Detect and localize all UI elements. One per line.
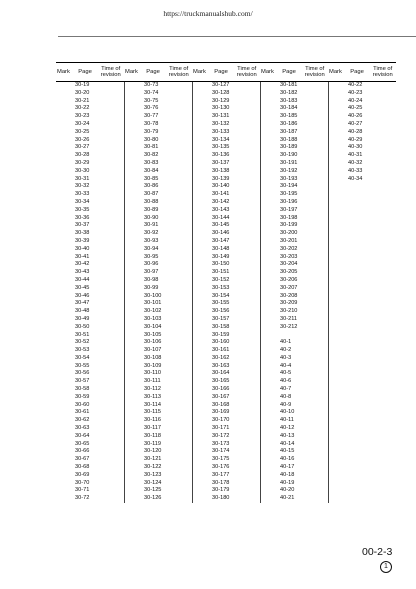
page-cell: 30-44 xyxy=(75,276,90,283)
page-cell: 30-132 xyxy=(212,120,230,127)
page-cell: 30-118 xyxy=(144,432,162,439)
page-cell: 40-19 xyxy=(280,479,295,486)
page-cell: 30-201 xyxy=(280,237,298,244)
page-cell xyxy=(261,332,328,340)
page-cell: 30-71 xyxy=(75,487,90,494)
page-cell: 40-4 xyxy=(280,362,292,369)
header-group xyxy=(124,63,192,81)
page-cell: 40-7 xyxy=(280,386,292,393)
page-cell: 30-172 xyxy=(212,432,230,439)
page-cell: 30-143 xyxy=(212,206,230,213)
page-cell: 30-69 xyxy=(75,471,90,478)
page-cell: 30-86 xyxy=(144,183,159,190)
page-cell: 30-151 xyxy=(212,269,230,276)
page-cell: 30-186 xyxy=(280,120,298,127)
page-cell: 30-92 xyxy=(144,230,159,237)
page-cell: 30-49 xyxy=(75,315,90,322)
page-cell: 30-119 xyxy=(144,440,162,447)
page-cell: 40-26 xyxy=(348,113,363,120)
page-cell: 30-209 xyxy=(280,300,298,307)
page-cell: 30-131 xyxy=(212,113,230,120)
page-cell: 40-14 xyxy=(280,440,295,447)
page-cell: 30-90 xyxy=(144,214,159,221)
page-cell: 30-25 xyxy=(75,128,90,135)
page-cell: 40-32 xyxy=(348,159,363,166)
page-cell: 30-95 xyxy=(144,253,159,260)
page-cell: 30-61 xyxy=(75,409,90,416)
page-cell: 30-168 xyxy=(212,401,230,408)
page-cell: 30-150 xyxy=(212,261,230,268)
page-cell: 30-177 xyxy=(212,471,230,478)
page-cell: 30-139 xyxy=(212,175,230,182)
page-cell: 30-104 xyxy=(144,323,162,330)
page-cell: 30-163 xyxy=(212,362,230,369)
header-group xyxy=(260,63,328,81)
header-mark: Mark xyxy=(57,69,70,75)
page-cell: 30-82 xyxy=(144,152,159,159)
page-cell: 30-22 xyxy=(75,105,90,112)
page-cell: 40-29 xyxy=(348,136,363,143)
page-cell: 30-198 xyxy=(280,214,298,221)
page-cell: 30-125 xyxy=(144,487,162,494)
page-cell: 30-105 xyxy=(144,331,162,338)
page-cell: 30-45 xyxy=(75,284,90,291)
page-cell: 30-147 xyxy=(212,237,230,244)
page-cell: 30-68 xyxy=(75,464,90,471)
page-cell: 30-141 xyxy=(212,191,230,198)
page-cell: 30-128 xyxy=(212,89,230,96)
page-cell: 30-60 xyxy=(75,401,90,408)
header-page: Page xyxy=(350,69,364,75)
page-cell: 30-173 xyxy=(212,440,230,447)
page-cell: 30-166 xyxy=(212,386,230,393)
page-cell: 30-183 xyxy=(280,97,298,104)
page-cell: 30-65 xyxy=(75,440,90,447)
page-cell: 30-149 xyxy=(212,253,230,260)
page-cell: 30-70 xyxy=(75,479,90,486)
page-cell: 30-78 xyxy=(144,120,159,127)
page-cell: 40-5 xyxy=(280,370,292,377)
table-column xyxy=(56,82,124,503)
page-cell: 30-124 xyxy=(144,479,162,486)
page-number: 00-2-3 xyxy=(362,546,393,558)
page-cell: 30-205 xyxy=(280,269,298,276)
page-cell: 40-34 xyxy=(348,175,363,182)
page-cell: 30-21 xyxy=(75,97,90,104)
page-cell: 30-212 xyxy=(280,323,298,330)
page-cell: 30-199 xyxy=(280,222,298,229)
page-cell: 40-21 xyxy=(280,495,295,502)
page-cell: 30-41 xyxy=(75,253,90,260)
page-cell: 30-202 xyxy=(280,245,298,252)
page-cell: 40-12 xyxy=(280,425,295,432)
page-cell: 30-159 xyxy=(212,331,230,338)
page-cell: 30-161 xyxy=(212,347,230,354)
page-cell: 30-103 xyxy=(144,315,162,322)
page-cell: 30-137 xyxy=(212,159,230,166)
page-cell: 40-22 xyxy=(348,82,363,88)
revision-table xyxy=(56,62,396,503)
page-cell: 30-145 xyxy=(212,222,230,229)
page-cell: 30-126 xyxy=(144,495,162,502)
page-cell: 30-48 xyxy=(75,308,90,315)
page-cell: 30-59 xyxy=(75,393,90,400)
page-cell: 30-74 xyxy=(144,89,159,96)
page-cell: 30-20 xyxy=(75,89,90,96)
header-rule xyxy=(58,36,416,37)
page-cell: 30-158 xyxy=(212,323,230,330)
page-cell: 30-63 xyxy=(75,425,90,432)
header-page: Page xyxy=(78,69,92,75)
page-cell: 30-55 xyxy=(75,362,90,369)
source-url: https://truckmanualshub.com/ xyxy=(163,9,253,18)
page-cell: 30-174 xyxy=(212,448,230,455)
page-cell: 30-195 xyxy=(280,191,298,198)
page-cell: 40-15 xyxy=(280,448,295,455)
page-cell: 30-84 xyxy=(144,167,159,174)
page-cell: 30-110 xyxy=(144,370,162,377)
page-cell: 40-13 xyxy=(280,432,295,439)
page-cell: 30-73 xyxy=(144,82,159,88)
header-time: Time of revision xyxy=(304,65,325,78)
page-cell: 30-81 xyxy=(144,144,159,151)
page-cell: 30-167 xyxy=(212,393,230,400)
header-mark: Mark xyxy=(329,69,342,75)
page-cell: 30-200 xyxy=(280,230,298,237)
page-cell: 40-8 xyxy=(280,393,292,400)
page-cell: 30-182 xyxy=(280,89,298,96)
page-cell: 40-20 xyxy=(280,487,295,494)
page-cell: 30-72 xyxy=(75,495,90,502)
page-cell: 30-109 xyxy=(144,362,162,369)
page-cell: 30-112 xyxy=(144,386,162,393)
page-cell: 30-134 xyxy=(212,136,230,143)
page-cell: 30-171 xyxy=(212,425,230,432)
page-cell: 30-185 xyxy=(280,113,298,120)
page-cell: 30-108 xyxy=(144,354,162,361)
page-cell: 30-189 xyxy=(280,144,298,151)
page-cell: 30-40 xyxy=(75,245,90,252)
page-cell: 30-164 xyxy=(212,370,230,377)
page-cell: 40-2 xyxy=(280,347,292,354)
table-column xyxy=(260,82,328,503)
page-cell: 40-31 xyxy=(348,152,363,159)
page-cell: 40-17 xyxy=(280,464,295,471)
page-cell: 30-127 xyxy=(212,82,230,88)
header-page: Page xyxy=(146,69,160,75)
page-cell: 30-96 xyxy=(144,261,159,268)
page-cell: 30-129 xyxy=(212,97,230,104)
table-header xyxy=(56,62,396,82)
page-cell: 30-179 xyxy=(212,487,230,494)
page-cell: 30-27 xyxy=(75,144,90,151)
page-cell: 30-39 xyxy=(75,237,90,244)
page-cell: 30-24 xyxy=(75,120,90,127)
page-cell: 30-75 xyxy=(144,97,159,104)
page-cell: 30-53 xyxy=(75,347,90,354)
page-cell: 30-31 xyxy=(75,175,90,182)
page-cell: 40-24 xyxy=(348,97,363,104)
page-cell: 30-162 xyxy=(212,354,230,361)
page-cell: 30-106 xyxy=(144,339,162,346)
page-cell: 30-111 xyxy=(144,378,161,385)
header-group xyxy=(56,63,124,81)
page-cell: 30-194 xyxy=(280,183,298,190)
page-cell: 30-130 xyxy=(212,105,230,112)
page-cell: 30-142 xyxy=(212,198,230,205)
page-cell: 30-190 xyxy=(280,152,298,159)
page-cell: 30-58 xyxy=(75,386,90,393)
header-mark: Mark xyxy=(193,69,206,75)
page-cell: 30-50 xyxy=(75,323,90,330)
page-cell: 30-138 xyxy=(212,167,230,174)
page-cell: 30-146 xyxy=(212,230,230,237)
page-cell: 40-30 xyxy=(348,144,363,151)
page-cell: 30-57 xyxy=(75,378,90,385)
page-cell: 30-204 xyxy=(280,261,298,268)
page-cell: 40-23 xyxy=(348,89,363,96)
table-column xyxy=(124,82,192,503)
page-cell: 40-27 xyxy=(348,120,363,127)
page-cell: 30-85 xyxy=(144,175,159,182)
page-cell: 40-10 xyxy=(280,409,295,416)
page-cell: 30-46 xyxy=(75,292,90,299)
page-cell: 30-156 xyxy=(212,308,230,315)
page-cell: 30-66 xyxy=(75,448,90,455)
page-cell: 30-107 xyxy=(144,347,162,354)
header-group xyxy=(192,63,260,81)
table-column xyxy=(192,82,260,503)
header-mark: Mark xyxy=(261,69,274,75)
page-cell: 40-33 xyxy=(348,167,363,174)
page-cell: 30-36 xyxy=(75,214,90,221)
page-cell: 30-180 xyxy=(212,495,230,502)
page-cell: 30-120 xyxy=(144,448,162,455)
page-cell: 30-153 xyxy=(212,284,230,291)
page-cell: 30-79 xyxy=(144,128,159,135)
page-cell: 30-101 xyxy=(144,300,162,307)
page-cell: 40-6 xyxy=(280,378,292,385)
page-cell: 30-51 xyxy=(75,331,90,338)
table-column xyxy=(328,82,396,503)
page-cell: 30-178 xyxy=(212,479,230,486)
page-cell: 30-206 xyxy=(280,276,298,283)
page-cell: 30-28 xyxy=(75,152,90,159)
page-cell: 30-88 xyxy=(144,198,159,205)
page-cell: 40-9 xyxy=(280,401,292,408)
page-cell: 30-208 xyxy=(280,292,298,299)
page-cell: 30-83 xyxy=(144,159,159,166)
page-cell: 30-77 xyxy=(144,113,159,120)
page-cell: 30-76 xyxy=(144,105,159,112)
page-cell: 30-80 xyxy=(144,136,159,143)
page-cell: 30-135 xyxy=(212,144,230,151)
page-cell: 30-193 xyxy=(280,175,298,182)
page-cell: 30-94 xyxy=(144,245,159,252)
header-mark: Mark xyxy=(125,69,138,75)
page-cell: 30-93 xyxy=(144,237,159,244)
page-cell: 30-157 xyxy=(212,315,230,322)
page-cell: 30-148 xyxy=(212,245,230,252)
page-cell: 30-181 xyxy=(280,82,298,88)
page-cell: 30-56 xyxy=(75,370,90,377)
header-time: Time of revision xyxy=(372,65,393,78)
header-time: Time of revision xyxy=(168,65,189,78)
revision-mark: 1 xyxy=(380,561,392,573)
page-cell: 30-100 xyxy=(144,292,162,299)
page-cell: 30-211 xyxy=(280,315,298,322)
page-cell: 30-122 xyxy=(144,464,162,471)
page-cell: 40-28 xyxy=(348,128,363,135)
page-cell: 30-23 xyxy=(75,113,90,120)
page-cell: 30-184 xyxy=(280,105,298,112)
page-cell: 30-155 xyxy=(212,300,230,307)
page-cell: 40-25 xyxy=(348,105,363,112)
page-cell: 30-123 xyxy=(144,471,162,478)
page-cell: 30-203 xyxy=(280,253,298,260)
header-page: Page xyxy=(214,69,228,75)
page-cell: 30-87 xyxy=(144,191,159,198)
page-cell: 30-170 xyxy=(212,417,230,424)
page-cell: 30-192 xyxy=(280,167,298,174)
page-cell: 30-67 xyxy=(75,456,90,463)
page-cell: 30-102 xyxy=(144,308,162,315)
page-cell: 40-11 xyxy=(280,417,294,424)
page-cell: 30-152 xyxy=(212,276,230,283)
page-cell: 30-97 xyxy=(144,269,159,276)
page-cell: 30-47 xyxy=(75,300,90,307)
page-cell: 30-19 xyxy=(75,82,90,88)
header-time: Time of revision xyxy=(236,65,257,78)
page-cell: 30-38 xyxy=(75,230,90,237)
header-group xyxy=(328,63,396,81)
page-cell: 30-32 xyxy=(75,183,90,190)
page-cell: 30-43 xyxy=(75,269,90,276)
page-cell: 30-115 xyxy=(144,409,162,416)
page-cell: 30-121 xyxy=(144,456,162,463)
page-cell: 30-160 xyxy=(212,339,230,346)
page-cell: 30-37 xyxy=(75,222,90,229)
header-time: Time of revision xyxy=(100,65,121,78)
page-cell: 30-54 xyxy=(75,354,90,361)
page-cell: 30-197 xyxy=(280,206,298,213)
page-cell: 30-191 xyxy=(280,159,298,166)
page-cell: 30-210 xyxy=(280,308,298,315)
page-cell: 30-99 xyxy=(144,284,159,291)
page-cell: 30-175 xyxy=(212,456,230,463)
page-cell: 40-16 xyxy=(280,456,295,463)
page-cell: 30-165 xyxy=(212,378,230,385)
page-cell: 30-29 xyxy=(75,159,90,166)
page-cell: 30-42 xyxy=(75,261,90,268)
page-cell: 30-116 xyxy=(144,417,162,424)
page-cell: 30-187 xyxy=(280,128,298,135)
page-cell: 30-140 xyxy=(212,183,230,190)
page-cell: 30-98 xyxy=(144,276,159,283)
page-cell: 40-18 xyxy=(280,471,295,478)
page-cell: 40-3 xyxy=(280,354,292,361)
page-cell: 30-169 xyxy=(212,409,230,416)
page-cell: 30-154 xyxy=(212,292,230,299)
page-cell: 30-136 xyxy=(212,152,230,159)
page-cell: 40-1 xyxy=(280,339,292,346)
page-cell: 30-30 xyxy=(75,167,90,174)
page-cell: 30-133 xyxy=(212,128,230,135)
page-cell: 30-207 xyxy=(280,284,298,291)
page-cell: 30-188 xyxy=(280,136,298,143)
page-cell: 30-64 xyxy=(75,432,90,439)
page-cell: 30-91 xyxy=(144,222,159,229)
page-cell: 30-113 xyxy=(144,393,162,400)
page-cell: 30-196 xyxy=(280,198,298,205)
page-cell: 30-176 xyxy=(212,464,230,471)
page-cell: 30-52 xyxy=(75,339,90,346)
page-cell: 30-33 xyxy=(75,191,90,198)
page-cell: 30-144 xyxy=(212,214,230,221)
page-cell: 30-26 xyxy=(75,136,90,143)
page-cell: 30-35 xyxy=(75,206,90,213)
page-cell: 30-89 xyxy=(144,206,159,213)
page-cell: 30-34 xyxy=(75,198,90,205)
page-cell: 30-117 xyxy=(144,425,162,432)
page-cell: 30-62 xyxy=(75,417,90,424)
page-cell: 30-114 xyxy=(144,401,162,408)
table-body xyxy=(56,82,396,503)
header-page: Page xyxy=(282,69,296,75)
